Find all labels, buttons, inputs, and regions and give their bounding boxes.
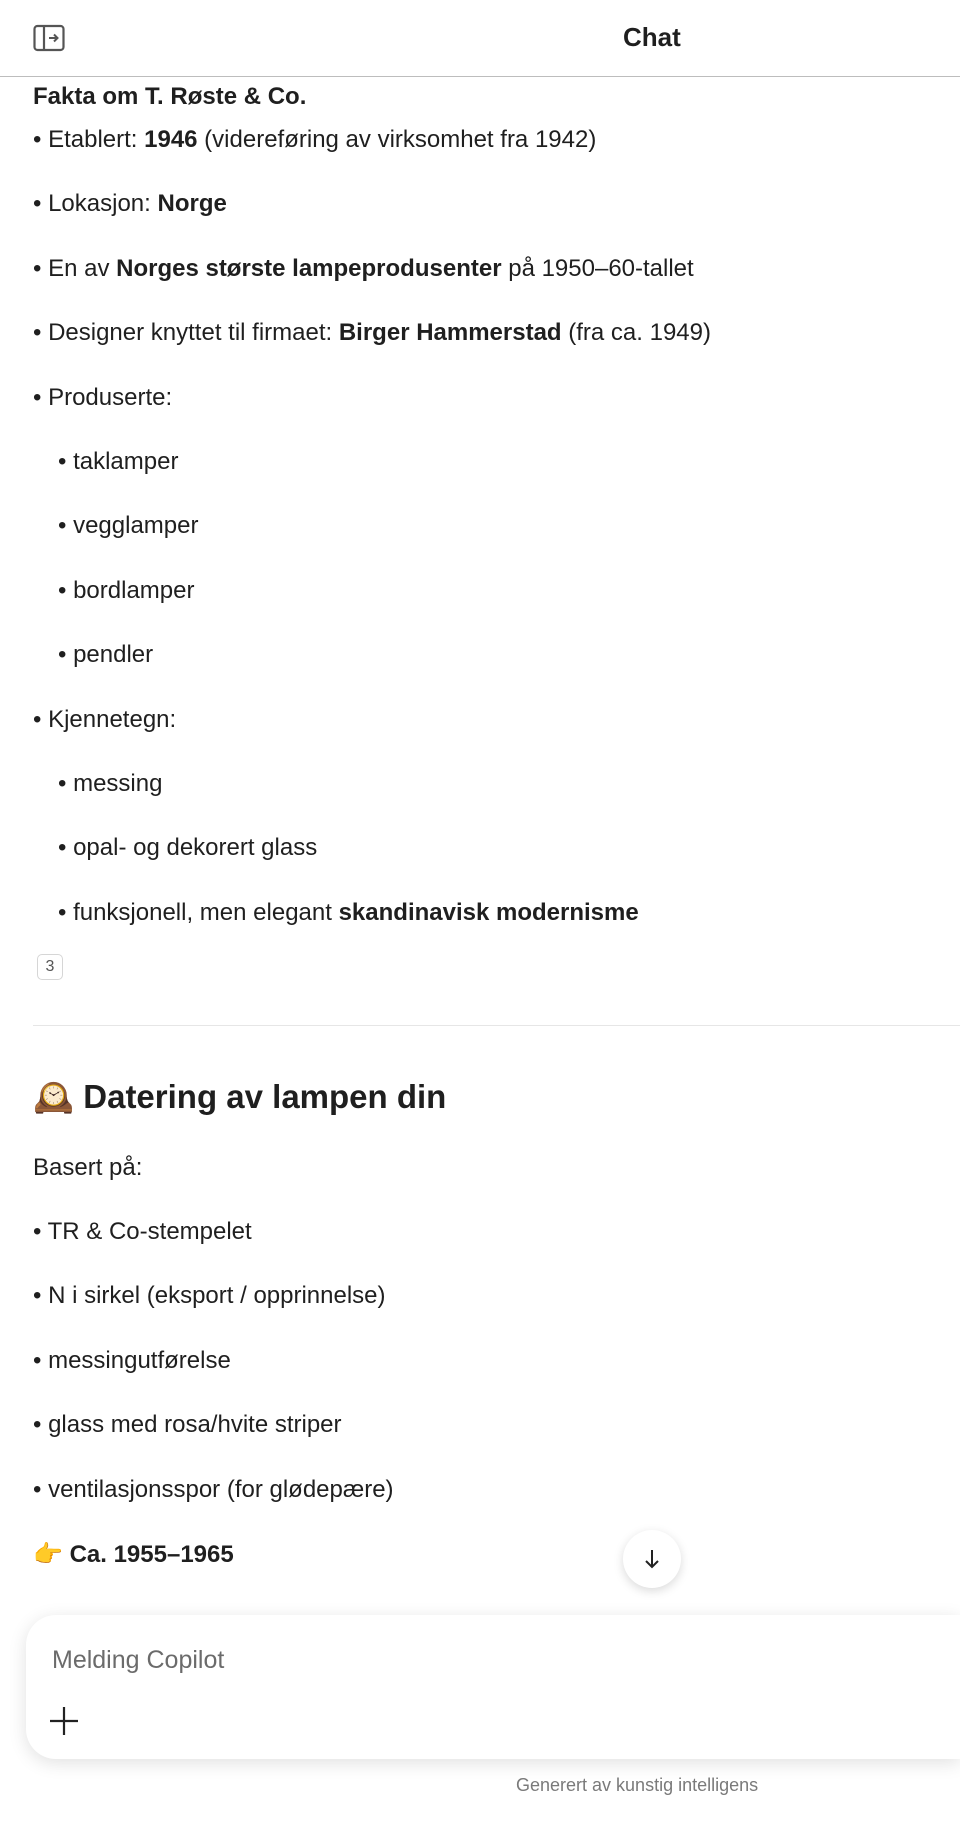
text: • funksjonell, men elegant (58, 898, 339, 926)
bold-text: 1946 (144, 126, 198, 153)
list-item (33, 1217, 252, 1247)
text: • taklamper (58, 448, 179, 475)
add-attachment-button[interactable] (46, 1703, 82, 1739)
list-item (33, 1410, 342, 1440)
text: på 1950–60-tallet (501, 254, 694, 282)
list-item (33, 1475, 394, 1505)
section-heading-fakta: Fakta om T. Røste & Co. (33, 83, 307, 110)
page-title: Chat (623, 22, 681, 52)
text: • vegglamper (58, 512, 199, 540)
text: • opal- og dekorert glass (58, 834, 318, 862)
list-item (58, 576, 194, 606)
list-item (58, 769, 162, 799)
list-item (58, 640, 153, 670)
list-item (33, 189, 227, 219)
dating-intro: Basert på: (33, 1154, 143, 1181)
text: • Lokasjon: (33, 190, 158, 218)
text: • En av (33, 254, 117, 282)
message-input[interactable] (50, 1639, 854, 1681)
text: (videreføring av virksomhet fra 1942) (197, 126, 597, 153)
bold-text: Birger Hammerstad (338, 319, 562, 347)
text: • Designer knyttet til firmaet: (33, 319, 339, 347)
text: • N i sirkel (eksport / opprinnelse) (33, 1282, 386, 1310)
text: • Etablert: (33, 126, 145, 153)
text: • Kjennetegn: (33, 705, 177, 733)
text: • messing (58, 770, 163, 797)
list-item (58, 898, 639, 928)
list-item (58, 447, 178, 477)
list-item (33, 1281, 386, 1311)
bold-text: Norges største lampeprodusenter (116, 254, 502, 282)
pointing-hand-icon: 👉 (33, 1541, 63, 1568)
top-bar (0, 0, 960, 77)
list-item (33, 1346, 231, 1376)
text: • pendler (58, 641, 154, 669)
dating-heading: 🕰️ Datering av lampen din (33, 1078, 447, 1115)
bold-text: Norge (157, 190, 227, 218)
list-item (33, 705, 176, 735)
conclusion-text: Ca. 1955–1965 (69, 1541, 234, 1568)
list-item (58, 833, 317, 863)
citation-badge[interactable]: 3 (37, 954, 63, 980)
scroll-to-bottom-button[interactable] (623, 1530, 681, 1588)
text: • ventilasjonsspor (for glødepære) (33, 1475, 394, 1503)
plus-icon (46, 1703, 82, 1739)
text: (fra ca. 1949) (561, 319, 711, 347)
text: • glass med rosa/hvite striper (33, 1411, 342, 1439)
list-item (33, 254, 694, 284)
text: • messingutførelse (33, 1346, 231, 1374)
list-item (33, 125, 596, 155)
text: • bordlamper (58, 576, 195, 604)
divider (33, 1025, 960, 1026)
text: • Produserte: (33, 383, 173, 411)
list-item (58, 511, 198, 541)
text: • TR & Co-stempelet (33, 1218, 252, 1245)
message-composer (26, 1615, 960, 1759)
arrow-down-icon (642, 1547, 662, 1571)
list-item (33, 383, 172, 413)
ai-disclaimer: Generert av kunstig intelligens (516, 1775, 759, 1795)
list-item (33, 318, 711, 348)
bold-text: skandinavisk modernisme (338, 898, 639, 926)
conclusion (33, 1540, 234, 1570)
sidebar-toggle-icon (33, 24, 65, 52)
open-sidebar-button[interactable] (33, 24, 65, 52)
